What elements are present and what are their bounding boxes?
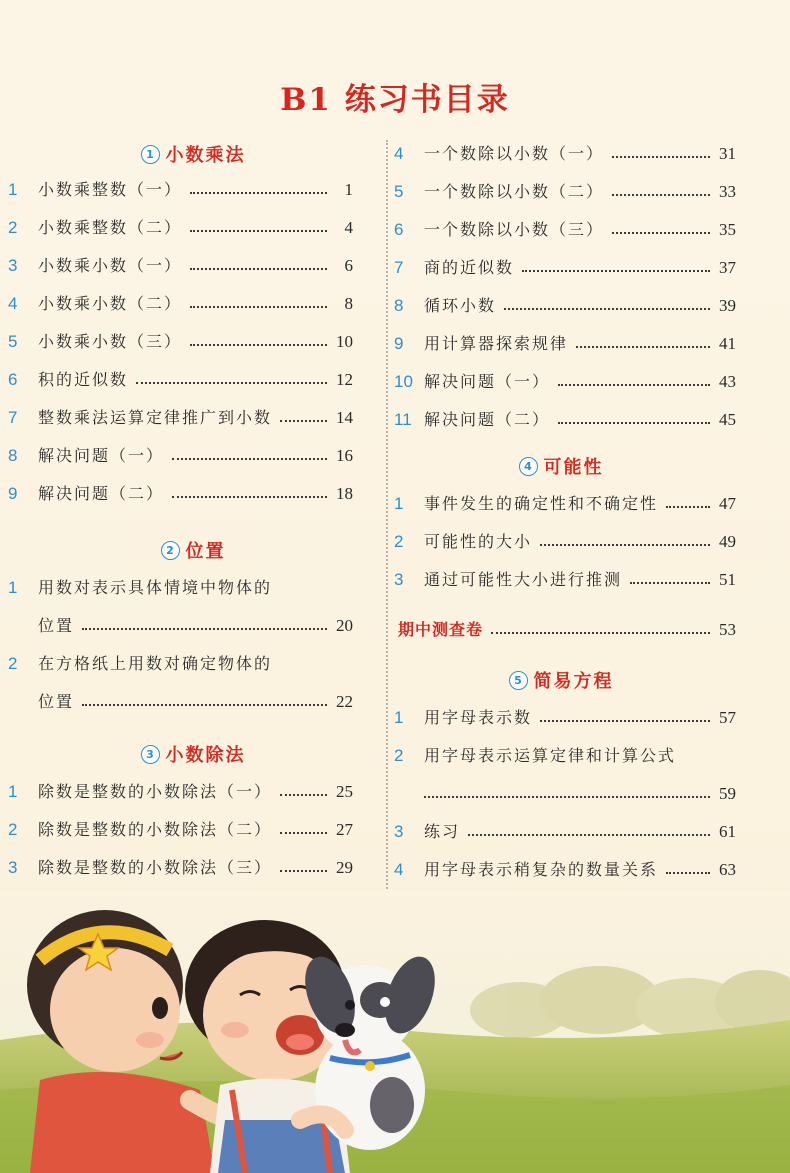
- entry-number: 4: [394, 144, 404, 163]
- page-number: 61: [719, 822, 736, 841]
- dot-leader: [136, 382, 327, 384]
- toc-entry[interactable]: [0, 246, 353, 276]
- dot-leader: [522, 270, 710, 272]
- toc-entry[interactable]: [386, 522, 736, 552]
- dot-leader: [280, 420, 327, 422]
- entry-number: 8: [394, 296, 404, 315]
- dot-leader: [190, 192, 327, 194]
- section-heading-equations[interactable]: [386, 666, 736, 694]
- section-title: 小数乘法: [165, 145, 246, 166]
- entry-number: 2: [8, 654, 18, 673]
- toc-entry[interactable]: [0, 360, 353, 390]
- toc-entry-midterm[interactable]: [386, 610, 736, 640]
- entry-number: 6: [394, 220, 404, 239]
- page-number: 16: [336, 446, 353, 465]
- entry-title: 事件发生的确定性和不确定性: [424, 494, 659, 513]
- dot-leader: [190, 268, 327, 270]
- toc-entry-second-line[interactable]: [386, 774, 736, 804]
- dot-leader: [190, 344, 327, 346]
- page-number: 22: [336, 692, 353, 711]
- dot-leader: [558, 384, 710, 386]
- dot-leader: [612, 194, 710, 196]
- page-number: 57: [719, 708, 736, 727]
- dot-leader: [504, 308, 710, 310]
- dot-leader: [491, 632, 710, 634]
- entry-number: 11: [394, 410, 412, 429]
- toc-entry-second-line[interactable]: [0, 682, 353, 712]
- dot-leader: [558, 422, 710, 424]
- section-heading-multiplication[interactable]: [0, 140, 386, 168]
- dot-leader: [468, 834, 710, 836]
- dot-leader: [576, 346, 710, 348]
- entry-title: 一个数除以小数（三）: [424, 220, 605, 239]
- toc-entry[interactable]: [386, 400, 736, 430]
- toc-entry[interactable]: [386, 850, 736, 880]
- section-heading-position[interactable]: [0, 536, 386, 564]
- chapter-number-badge: 3: [141, 745, 160, 764]
- page-number: 12: [336, 370, 353, 389]
- entry-number: 3: [8, 858, 18, 877]
- entry-number: 7: [394, 258, 404, 277]
- entry-title: 用数对表示具体情境中物体的: [38, 578, 273, 597]
- dot-leader: [540, 720, 710, 722]
- toc-entry[interactable]: [0, 284, 353, 314]
- page-number: 49: [719, 532, 736, 551]
- toc-entry[interactable]: [386, 812, 736, 842]
- toc-entry[interactable]: [0, 810, 353, 840]
- entry-title-continued: 位置: [38, 616, 75, 635]
- dot-leader: [82, 628, 327, 630]
- entry-title: 循环小数: [424, 296, 497, 315]
- entry-title: 在方格纸上用数对确定物体的: [38, 654, 273, 673]
- children-and-dog-illustration: [0, 890, 790, 1173]
- entry-number: 9: [8, 484, 18, 503]
- section-title: 可能性: [543, 457, 604, 478]
- dot-leader: [190, 306, 327, 308]
- page-number: 35: [719, 220, 736, 239]
- entry-title: 小数乘整数（二）: [38, 218, 183, 237]
- entry-title-continued: 位置: [38, 692, 75, 711]
- entry-title: 解决问题（二）: [424, 410, 551, 429]
- page-number: 51: [719, 570, 736, 589]
- dot-leader: [540, 544, 710, 546]
- entry-title: 练习: [424, 822, 461, 841]
- entry-number: 5: [394, 182, 404, 201]
- entry-title: 解决问题（一）: [38, 446, 165, 465]
- entry-number: 4: [394, 860, 404, 879]
- entry-number: 10: [394, 372, 413, 391]
- entry-number: 3: [394, 822, 404, 841]
- dot-leader: [424, 796, 710, 798]
- page-number: 29: [336, 858, 353, 877]
- entry-number: 8: [8, 446, 18, 465]
- page-number: 27: [336, 820, 353, 839]
- entry-number: 2: [8, 218, 18, 237]
- page-number: 33: [719, 182, 736, 201]
- entry-title: 商的近似数: [424, 258, 515, 277]
- chapter-number-badge: 4: [519, 457, 538, 476]
- entry-number: 1: [394, 708, 404, 727]
- entry-title: 解决问题（一）: [424, 372, 551, 391]
- toc-entry[interactable]: [386, 210, 736, 240]
- page-number: 37: [719, 258, 736, 277]
- entry-number: 5: [8, 332, 18, 351]
- toc-entry[interactable]: [0, 848, 353, 878]
- section-title: 简易方程: [533, 671, 614, 692]
- page-number: 43: [719, 372, 736, 391]
- entry-number: 6: [8, 370, 18, 389]
- entry-title: 除数是整数的小数除法（二）: [38, 820, 273, 839]
- toc-entry-first-line[interactable]: [386, 736, 736, 766]
- dot-leader: [612, 156, 710, 158]
- entry-title: 可能性的大小: [424, 532, 533, 551]
- entry-number: 9: [394, 334, 404, 353]
- page-number: 41: [719, 334, 736, 353]
- dot-leader: [172, 458, 327, 460]
- entry-number: 1: [8, 782, 18, 801]
- entry-number: 1: [394, 494, 404, 513]
- section-heading-division[interactable]: [0, 740, 386, 768]
- entry-number: 7: [8, 408, 18, 427]
- toc-entry-first-line[interactable]: [0, 568, 353, 598]
- entry-title: 除数是整数的小数除法（一）: [38, 782, 273, 801]
- section-heading-probability[interactable]: [386, 452, 736, 480]
- page-number: 59: [719, 784, 736, 803]
- entry-title: 期中测查卷: [398, 620, 484, 639]
- dot-leader: [280, 832, 327, 834]
- toc-entry[interactable]: [0, 474, 353, 504]
- dot-leader: [630, 582, 710, 584]
- dot-leader: [280, 794, 327, 796]
- entry-number: 3: [394, 570, 404, 589]
- dot-leader: [666, 872, 710, 874]
- chapter-number-badge: 5: [509, 671, 528, 690]
- page-number: 8: [344, 294, 353, 313]
- entry-title: 用字母表示稍复杂的数量关系: [424, 860, 659, 879]
- dot-leader: [172, 496, 327, 498]
- dot-leader: [190, 230, 327, 232]
- toc-entry[interactable]: [386, 324, 736, 354]
- toc-entry[interactable]: [386, 134, 736, 164]
- entry-number: 1: [8, 578, 18, 597]
- page-number: 53: [719, 620, 736, 639]
- page-number: 4: [344, 218, 353, 237]
- entry-title: 一个数除以小数（一）: [424, 144, 605, 163]
- page-number: 47: [719, 494, 736, 513]
- dot-leader: [666, 506, 710, 508]
- toc-entry[interactable]: [0, 398, 353, 428]
- page-number: 31: [719, 144, 736, 163]
- entry-number: 2: [8, 820, 18, 839]
- section-title: 位置: [185, 541, 226, 562]
- page-title: B1 练习书目录: [280, 82, 510, 118]
- entry-title: 积的近似数: [38, 370, 129, 389]
- entry-title: 小数乘小数（一）: [38, 256, 183, 275]
- toc-entry[interactable]: [386, 248, 736, 278]
- dot-leader: [82, 704, 327, 706]
- chapter-number-badge: 1: [141, 145, 160, 164]
- entry-title: 用字母表示数: [424, 708, 533, 727]
- entry-title: 小数乘小数（二）: [38, 294, 183, 313]
- page-number: 39: [719, 296, 736, 315]
- entry-number: 2: [394, 746, 404, 765]
- toc-entry[interactable]: [386, 560, 736, 590]
- page-number: 45: [719, 410, 736, 429]
- page-number: 10: [336, 332, 353, 351]
- entry-title: 解决问题（二）: [38, 484, 165, 503]
- page-number: 6: [344, 256, 353, 275]
- entry-title: 整数乘法运算定律推广到小数: [38, 408, 273, 427]
- dot-leader: [612, 232, 710, 234]
- entry-title: 小数乘小数（三）: [38, 332, 183, 351]
- entry-number: 1: [8, 180, 18, 199]
- toc-entry[interactable]: [0, 436, 353, 466]
- chapter-number-badge: 2: [161, 541, 180, 560]
- toc-entry[interactable]: [386, 698, 736, 728]
- dot-leader: [280, 870, 327, 872]
- entry-title: 除数是整数的小数除法（三）: [38, 858, 273, 877]
- toc-entry[interactable]: [0, 772, 353, 802]
- entry-title: 用字母表示运算定律和计算公式: [424, 746, 677, 765]
- page-number: 20: [336, 616, 353, 635]
- section-title: 小数除法: [165, 745, 246, 766]
- toc-entry[interactable]: [0, 208, 353, 238]
- page-number: 63: [719, 860, 736, 879]
- toc-entry[interactable]: [0, 322, 353, 352]
- toc-entry[interactable]: [386, 362, 736, 392]
- toc-entry-first-line[interactable]: [0, 644, 353, 674]
- page-number: 25: [336, 782, 353, 801]
- page-number: 14: [336, 408, 353, 427]
- entry-number: 3: [8, 256, 18, 275]
- entry-title: 用计算器探索规律: [424, 334, 569, 353]
- toc-entry[interactable]: [386, 286, 736, 316]
- page-number: 18: [336, 484, 353, 503]
- toc-entry[interactable]: [386, 484, 736, 514]
- toc-entry-second-line[interactable]: [0, 606, 353, 636]
- entry-number: 4: [8, 294, 18, 313]
- toc-entry[interactable]: [0, 170, 353, 200]
- entry-title: 小数乘整数（一）: [38, 180, 183, 199]
- toc-entry[interactable]: [386, 172, 736, 202]
- entry-title: 一个数除以小数（二）: [424, 182, 605, 201]
- page-number: 1: [344, 180, 353, 199]
- entry-number: 2: [394, 532, 404, 551]
- entry-title: 通过可能性大小进行推测: [424, 570, 623, 589]
